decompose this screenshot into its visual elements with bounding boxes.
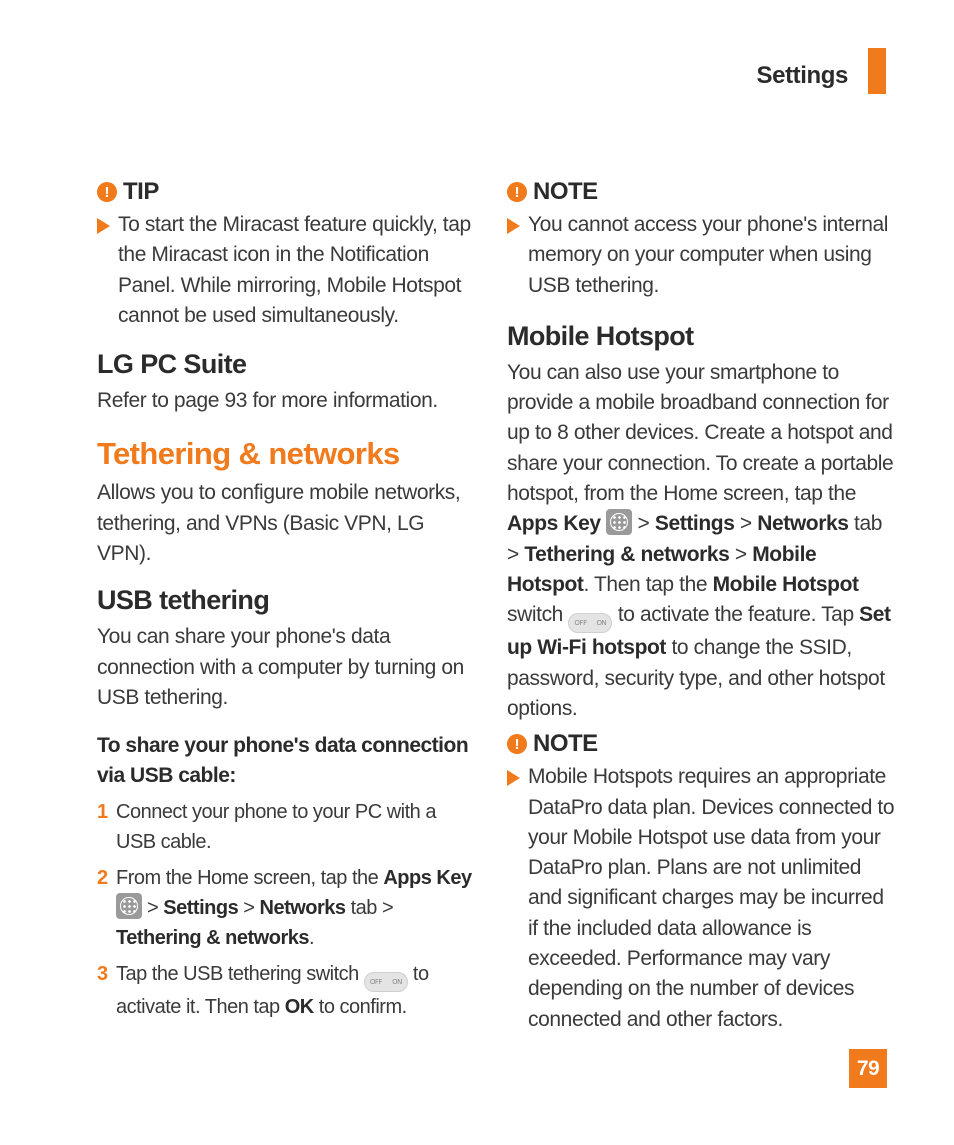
pc-suite-text: Refer to page 93 for more information. (97, 389, 438, 413)
left-column (97, 178, 477, 1022)
step-text: Tap the USB tethering switch OFF ON to activate it. Then tap OK to confirm. (116, 963, 429, 1019)
apps-key-icon (606, 509, 632, 535)
header-accent-bar (868, 48, 886, 94)
note-text: You cannot access your phone's internal memory on your computer when using USB tethering. (528, 213, 889, 297)
right-column (507, 178, 897, 1035)
alert-icon: ! (97, 182, 117, 202)
alert-icon: ! (507, 734, 527, 754)
note-text: Mobile Hotspots requires an appropriate DataPro data plan. Devices connected to your Mobile Hotspot use data from your DataPro plan. Plans are not unlimited and significant charges may be incurred if the included data allowance is exceeded. Performance may vary depending on the number of devices connected and other factors. (528, 765, 895, 1031)
step-text: From the Home screen, tap the Apps Key > Settings > Networks tab > Tethering & networks. (116, 867, 472, 950)
step-3 (97, 959, 477, 1022)
tip-text: To start the Miracast feature quickly, tap the Miracast icon in the Notification Panel. While mirroring, Mobile Hotspot cannot be used simultaneously. (118, 213, 471, 327)
toggle-switch-icon: OFF ON (364, 972, 408, 992)
pc-suite-heading: LG PC Suite (97, 349, 247, 380)
note-box-2 (507, 730, 897, 1035)
usb-text: You can share your phone's data connection with a computer by turning on USB tethering. (97, 625, 464, 709)
tethering-text: Allows you to configure mobile networks, tethering, and VPNs (Basic VPN, LG VPN). (97, 481, 461, 566)
tip-box (97, 178, 477, 331)
hotspot-text: You can also use your smartphone to provide a mobile broadband connection for up to 8 other devices. Create a hotspot and share your connection. To create a portable hotspot, from the Home screen, tap the Apps Key > Settings > Networks tab > Tethering & networks > Mobile Hotspot. Then tap the Mobile Hotspot switch OFF ON to activate the feature. Tap Set up Wi-Fi hotspot to change the SSID, password, security type, and other hotspot options. (507, 360, 894, 720)
page-number: 79 (849, 1049, 887, 1088)
alert-icon: ! (507, 182, 527, 202)
toggle-switch-icon: OFF ON (568, 613, 612, 633)
step-text: Connect your phone to your PC with a USB cable. (116, 801, 436, 854)
bullet-triangle-icon (507, 770, 520, 786)
bullet-triangle-icon (97, 218, 110, 234)
apps-key-icon (116, 893, 142, 919)
bullet-triangle-icon (507, 218, 520, 234)
step-number: 2 (97, 867, 108, 890)
usb-heading: USB tethering (97, 585, 270, 616)
step-number: 3 (97, 963, 108, 986)
page-header-title: Settings (756, 62, 848, 89)
step-1 (97, 797, 477, 857)
usb-subheading: To share your phone's data connection via USB cable: (97, 734, 469, 788)
step-number: 1 (97, 801, 108, 824)
tip-label: TIP (123, 178, 159, 205)
tethering-heading: Tethering & networks (97, 436, 400, 472)
note-label: NOTE (533, 730, 598, 758)
note-label: NOTE (533, 178, 598, 205)
step-2 (97, 863, 477, 953)
note-box-1 (507, 178, 897, 301)
hotspot-heading: Mobile Hotspot (507, 320, 694, 351)
